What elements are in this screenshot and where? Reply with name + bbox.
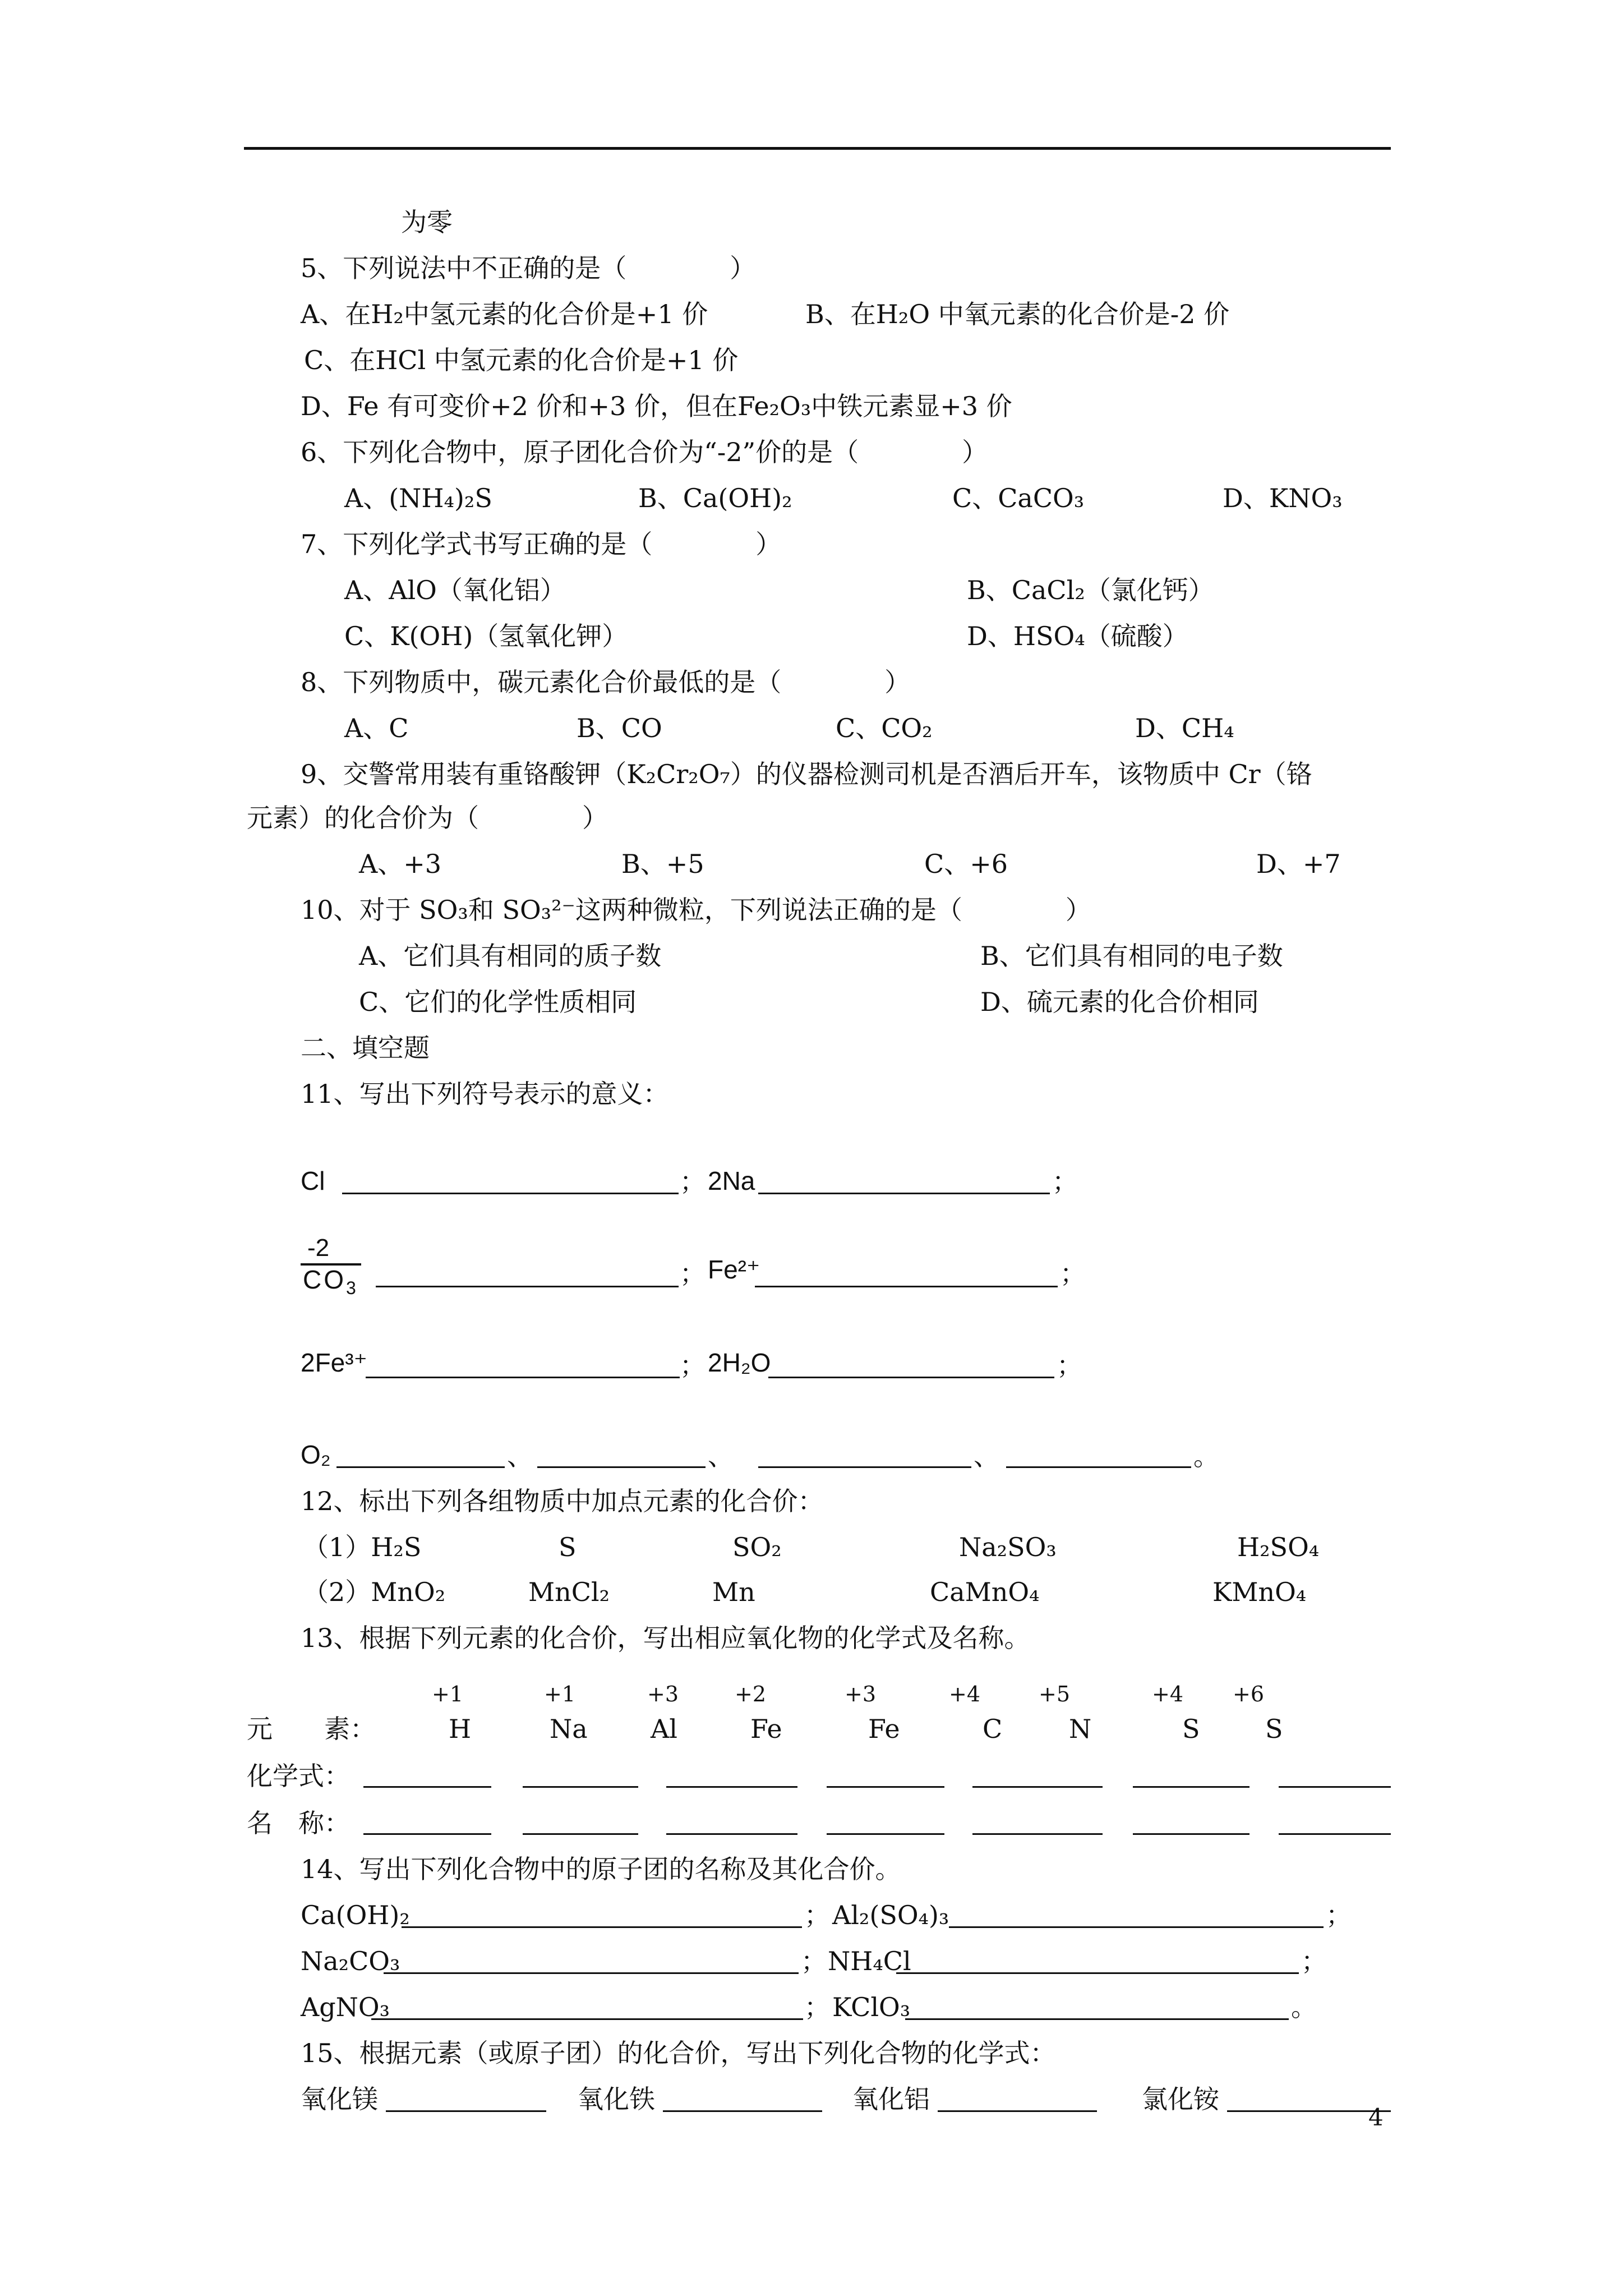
q11-item-2na: 2Na <box>708 1166 755 1195</box>
answer-blank <box>755 1286 1058 1287</box>
separator: ； <box>1052 1166 1078 1197</box>
q11-item-2fe3plus: 2Fe³⁺ <box>301 1348 367 1377</box>
element: Fe <box>750 1714 782 1744</box>
separator: 、 <box>507 1441 533 1471</box>
separator: ； <box>680 1258 706 1289</box>
separator: 。 <box>1291 1992 1317 2022</box>
q12-r1-c3: SO₂ <box>732 1532 782 1562</box>
answer-blank <box>342 1193 679 1194</box>
q5-stem: 5、下列说法中不正确的是（ ） <box>301 253 756 283</box>
answer-blank <box>1133 1833 1249 1835</box>
q14-item: AgNO₃ <box>301 1992 390 2022</box>
q15-item: 氯化铵 <box>1142 2084 1219 2114</box>
q13-name-label: 名 称： <box>247 1808 350 1838</box>
section-title: 二、填空题 <box>301 1033 430 1063</box>
answer-blank <box>666 1833 797 1835</box>
q11-item-o2: O₂ <box>301 1440 331 1469</box>
q11-item-fe2plus: Fe²⁺ <box>708 1255 760 1284</box>
q11-co3-formula: $CO_3$ <box>303 1265 358 1298</box>
answer-blank <box>523 1786 638 1788</box>
answer-blank <box>827 1833 944 1835</box>
answer-blank <box>758 1466 971 1468</box>
separator: ； <box>680 1350 706 1381</box>
q6-option-d: D、KNO₃ <box>1223 483 1343 513</box>
answer-blank <box>972 1786 1103 1788</box>
separator: ； <box>1301 1946 1327 1976</box>
q7-option-d: D、HSO₄（硫酸） <box>967 621 1188 651</box>
answer-blank <box>768 1377 1054 1378</box>
answer-blank <box>1227 2110 1391 2112</box>
q12-r1-c4: Na₂SO₃ <box>959 1532 1057 1562</box>
q15-item: 氧化铁 <box>578 2084 655 2114</box>
q15-item: 氧化铝 <box>852 2084 930 2114</box>
answer-blank <box>1279 1833 1391 1835</box>
answer-blank <box>376 1286 679 1287</box>
q9-option-c: C、+6 <box>924 849 1008 879</box>
q13-element-label: 元 素： <box>247 1714 376 1744</box>
valence: +1 <box>432 1682 464 1706</box>
valence: +5 <box>1039 1682 1071 1706</box>
continuation-text: 为零 <box>401 207 453 237</box>
q5-option-b: B、在H₂O 中氧元素的化合价是-2 价 <box>805 299 1230 329</box>
q14-item: NH₄Cl <box>828 1946 911 1976</box>
answer-blank <box>336 1466 505 1468</box>
q14-item: Ca(OH)₂ <box>301 1900 410 1930</box>
separator: ； <box>1326 1900 1352 1930</box>
q9-option-a: A、+3 <box>359 849 442 879</box>
q14-item: Na₂CO₃ <box>301 1946 400 1976</box>
answer-blank <box>896 1972 1299 1974</box>
separator: ； <box>804 1900 830 1930</box>
q10-option-a: A、它们具有相同的质子数 <box>359 941 662 971</box>
separator: ； <box>804 1992 830 2022</box>
q11-co3-charge: -2 <box>307 1234 330 1262</box>
q11-stem: 11、写出下列符号表示的意义： <box>301 1079 669 1109</box>
answer-blank <box>972 1833 1103 1835</box>
q12-stem: 12、标出下列各组物质中加点元素的化合价： <box>301 1486 824 1516</box>
answer-blank <box>386 2110 546 2112</box>
q12-r2-c1: （2）MnO₂ <box>303 1577 446 1607</box>
q8-option-c: C、CO₂ <box>836 713 933 743</box>
element: S <box>1182 1714 1200 1744</box>
q6-option-b: B、Ca(OH)₂ <box>638 483 792 513</box>
element: Al <box>651 1714 677 1744</box>
q14-item: Al₂(SO₄)₃ <box>832 1900 949 1930</box>
q9-option-b: B、+5 <box>621 849 704 879</box>
separator: ； <box>801 1946 827 1976</box>
q11-item-cl: Cl <box>301 1166 325 1195</box>
q14-stem: 14、写出下列化合物中的原子团的名称及其化合价。 <box>301 1854 901 1884</box>
separator: 、 <box>708 1441 734 1471</box>
q7-option-b: B、CaCl₂（氯化钙） <box>967 575 1214 605</box>
answer-blank <box>366 1377 680 1378</box>
header-rule <box>244 147 1391 150</box>
q13-stem: 13、根据下列元素的化合价，写出相应氧化物的化学式及名称。 <box>301 1623 1030 1653</box>
q12-r1-c5: H₂SO₄ <box>1237 1532 1320 1562</box>
valence: +3 <box>845 1682 877 1706</box>
answer-blank <box>1133 1786 1249 1788</box>
answer-blank <box>1279 1786 1391 1788</box>
answer-blank <box>827 1786 944 1788</box>
answer-blank <box>666 1786 797 1788</box>
q12-r2-c2: MnCl₂ <box>528 1577 610 1607</box>
valence: +2 <box>735 1682 767 1706</box>
answer-blank <box>905 2018 1289 2020</box>
q7-option-c: C、K(OH)（氢氧化钾） <box>344 621 628 651</box>
separator: ； <box>680 1166 706 1197</box>
valence: +6 <box>1233 1682 1265 1706</box>
q12-r1-c2: S <box>559 1532 577 1562</box>
element: S <box>1265 1714 1283 1744</box>
element: C <box>983 1714 1003 1744</box>
q15-stem: 15、根据元素（或原子团）的化合价，写出下列化合物的化学式： <box>301 2038 1056 2068</box>
q10-option-d: D、硫元素的化合价相同 <box>980 987 1259 1017</box>
answer-blank <box>384 1972 799 1974</box>
q9-stem-line2: 元素）的化合价为（ ） <box>247 803 608 833</box>
element: H <box>449 1714 472 1744</box>
answer-blank <box>938 2110 1097 2112</box>
answer-blank <box>537 1466 706 1468</box>
q9-stem-line1: 9、交警常用装有重铬酸钾（K₂Cr₂O₇）的仪器检测司机是否酒后开车，该物质中 Cr（铬 <box>301 759 1312 789</box>
answer-blank <box>523 1833 638 1835</box>
q9-option-d: D、+7 <box>1256 849 1341 879</box>
q6-option-a: A、(NH₄)₂S <box>344 483 492 513</box>
valence: +3 <box>647 1682 679 1706</box>
q8-stem: 8、下列物质中，碳元素化合价最低的是（ ） <box>301 667 911 697</box>
q10-stem: 10、对于 SO₃和 SO₃²⁻这两种微粒，下列说法正确的是（ ） <box>301 895 1091 925</box>
q6-option-c: C、CaCO₃ <box>952 483 1085 513</box>
q8-option-d: D、CH₄ <box>1135 713 1234 743</box>
q12-r2-c4: CaMnO₄ <box>930 1577 1040 1607</box>
valence: +1 <box>544 1682 576 1706</box>
answer-blank <box>949 1926 1324 1928</box>
q12-r2-c3: Mn <box>712 1577 755 1607</box>
q7-stem: 7、下列化学式书写正确的是（ ） <box>301 529 782 559</box>
q8-option-a: A、C <box>344 713 409 743</box>
separator: 、 <box>974 1441 999 1471</box>
separator: ； <box>1057 1350 1082 1381</box>
q5-option-d: D、Fe 有可变价+2 价和+3 价，但在Fe₂O₃中铁元素显+3 价 <box>301 391 1012 421</box>
q14-item: KClO₃ <box>832 1992 911 2022</box>
answer-blank <box>363 1833 491 1835</box>
separator: 。 <box>1193 1441 1219 1471</box>
valence: +4 <box>1152 1682 1184 1706</box>
answer-blank <box>371 2018 803 2020</box>
valence: +4 <box>949 1682 981 1706</box>
element: Fe <box>868 1714 900 1744</box>
answer-blank <box>363 1786 491 1788</box>
element: N <box>1069 1714 1092 1744</box>
q5-option-a: A、在H₂中氢元素的化合价是+1 价 <box>301 299 708 329</box>
q6-stem: 6、下列化合物中，原子团化合价为“-2”价的是（ ） <box>301 437 988 467</box>
answer-blank <box>663 2110 822 2112</box>
q8-option-b: B、CO <box>577 713 662 743</box>
q12-r2-c5: KMnO₄ <box>1212 1577 1307 1607</box>
q5-option-c: C、在HCl 中氢元素的化合价是+1 价 <box>304 345 739 375</box>
q12-r1-c1: （1）H₂S <box>303 1532 422 1562</box>
q15-item: 氧化镁 <box>301 2084 378 2114</box>
q10-option-c: C、它们的化学性质相同 <box>359 987 637 1017</box>
q10-option-b: B、它们具有相同的电子数 <box>980 941 1283 971</box>
answer-blank <box>758 1193 1050 1194</box>
separator: ； <box>1060 1258 1086 1289</box>
answer-blank <box>1006 1466 1191 1468</box>
q13-formula-label: 化学式： <box>247 1761 350 1791</box>
q7-option-a: A、AlO（氧化铝） <box>344 575 566 605</box>
q11-item-2h2o: 2H₂O <box>708 1348 771 1377</box>
answer-blank <box>402 1926 802 1928</box>
element: Na <box>550 1714 588 1744</box>
page-number: 4 <box>1368 2104 1384 2131</box>
